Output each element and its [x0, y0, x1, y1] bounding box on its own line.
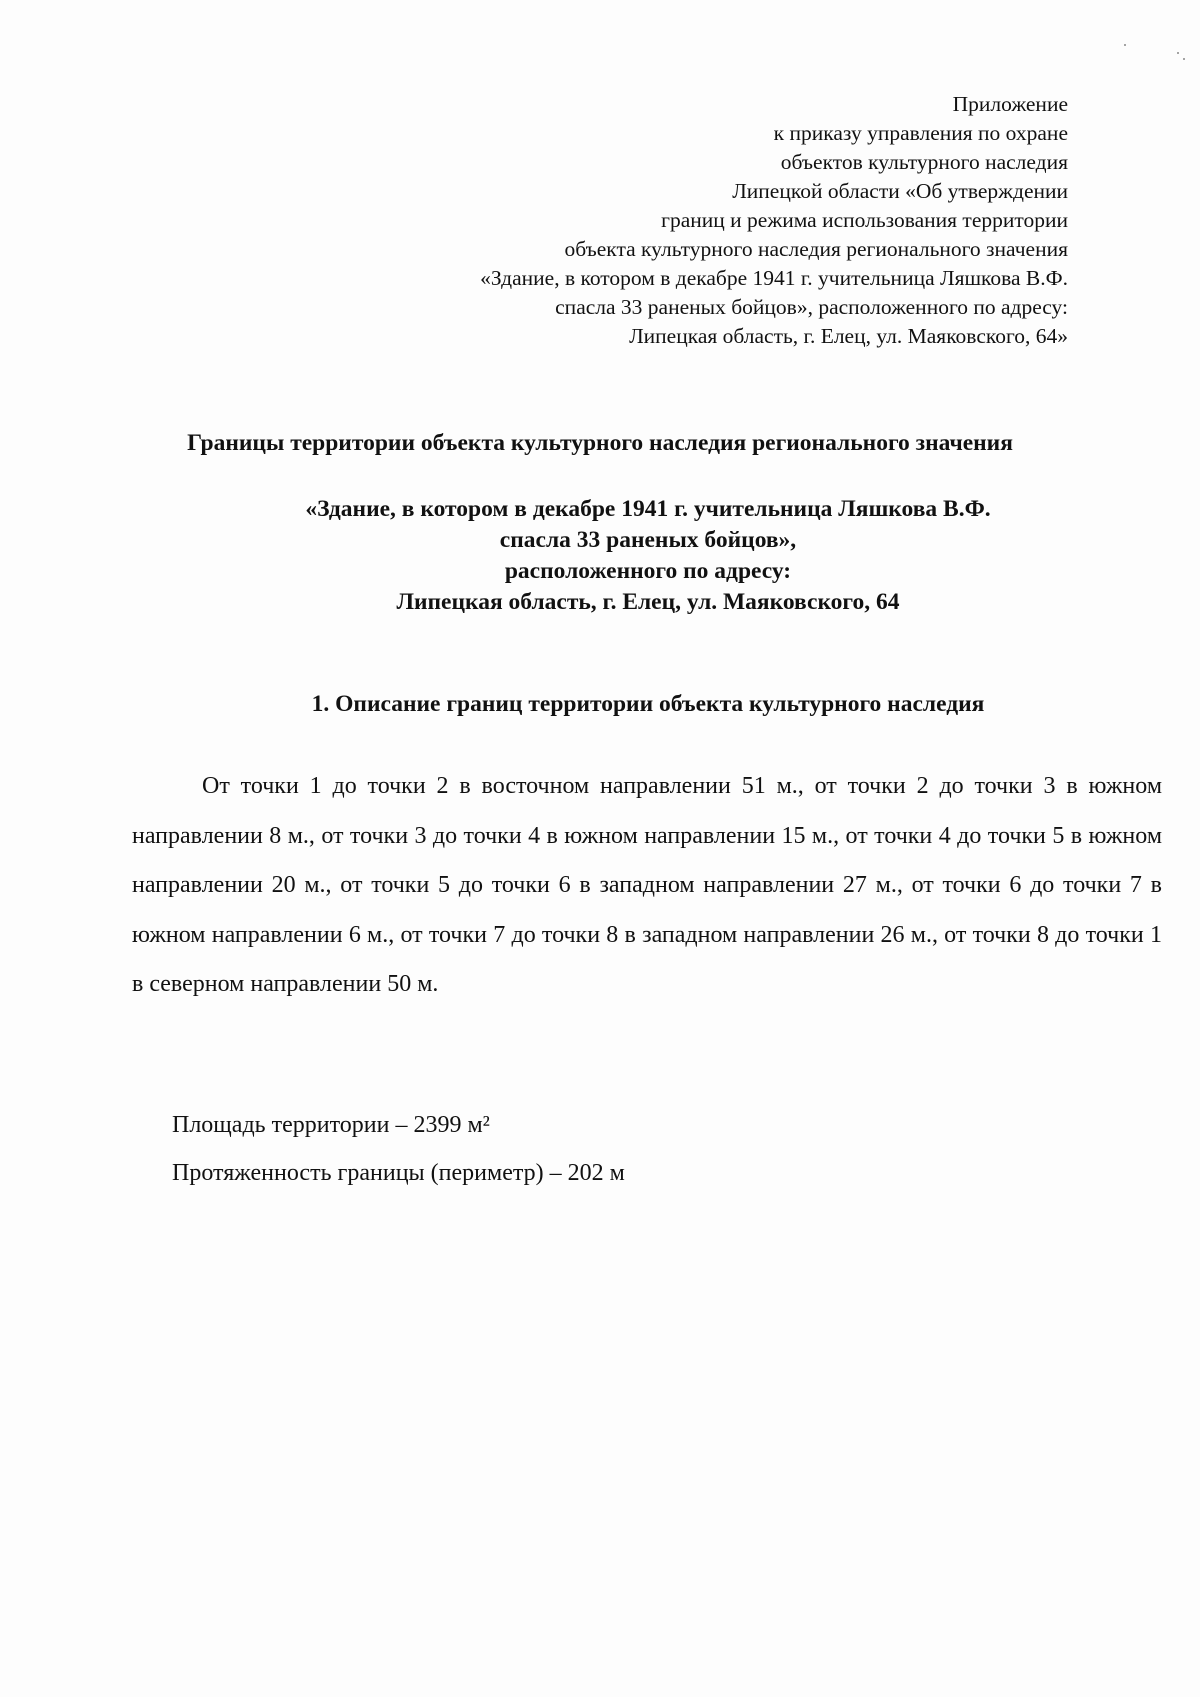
appendix-line: спасла 33 раненых бойцов», расположенного по адресу: [555, 295, 1068, 319]
section-heading: 1. Описание границ территории объекта культурного наследия [311, 691, 985, 717]
appendix-line: «Здание, в котором в декабре 1941 г. учительница Ляшкова В.Ф. [480, 266, 1068, 290]
boundary-description: От точки 1 до точки 2 в восточном направлении 51 м., от точки 2 до точки 3 в южном направлении 8 м., от точки 3 до точки 4 в южном направлении 15 м., от точки 4 до точки 5 в южном направлении 20 м., от точки 5 до точки 6 в западном направлении 27 м., от точки 6 до точки 7 в южном направлении 6 м., от точки 7 до точки 8 в западном направлении 26 м., от точки 8 до точки 1 в северном направлении 50 м. [132, 773, 1162, 997]
object-name-line: «Здание, в котором в декабре 1941 г. учительница Ляшкова В.Ф. [305, 496, 991, 522]
document-title: Границы территории объекта культурного наследия регионального значения [187, 430, 1013, 456]
appendix-line: объектов культурного наследия [780, 150, 1068, 174]
territory-area: Площадь территории – 2399 м² [172, 1112, 490, 1138]
object-name-line: Липецкая область, г. Елец, ул. Маяковского, 64 [396, 589, 900, 615]
appendix-line: Липецкая область, г. Елец, ул. Маяковского, 64» [629, 324, 1068, 348]
scan-speck [1124, 44, 1126, 46]
appendix-line: границ и режима использования территории [661, 208, 1068, 232]
object-name-line: спасла 33 раненых бойцов», [499, 527, 797, 553]
territory-perimeter: Протяженность границы (периметр) – 202 м [172, 1160, 625, 1186]
appendix-line: Липецкой области «Об утверждении [732, 179, 1068, 203]
appendix-line: объекта культурного наследия регионального значения [564, 237, 1068, 261]
object-name-line: расположенного по адресу: [504, 558, 792, 584]
scan-speck [1183, 58, 1185, 60]
scan-speck [1177, 52, 1179, 54]
appendix-header [480, 90, 1068, 351]
appendix-line: Приложение [952, 92, 1068, 116]
object-name-block [0, 494, 1200, 618]
appendix-line: к приказу управления по охране [773, 121, 1068, 145]
